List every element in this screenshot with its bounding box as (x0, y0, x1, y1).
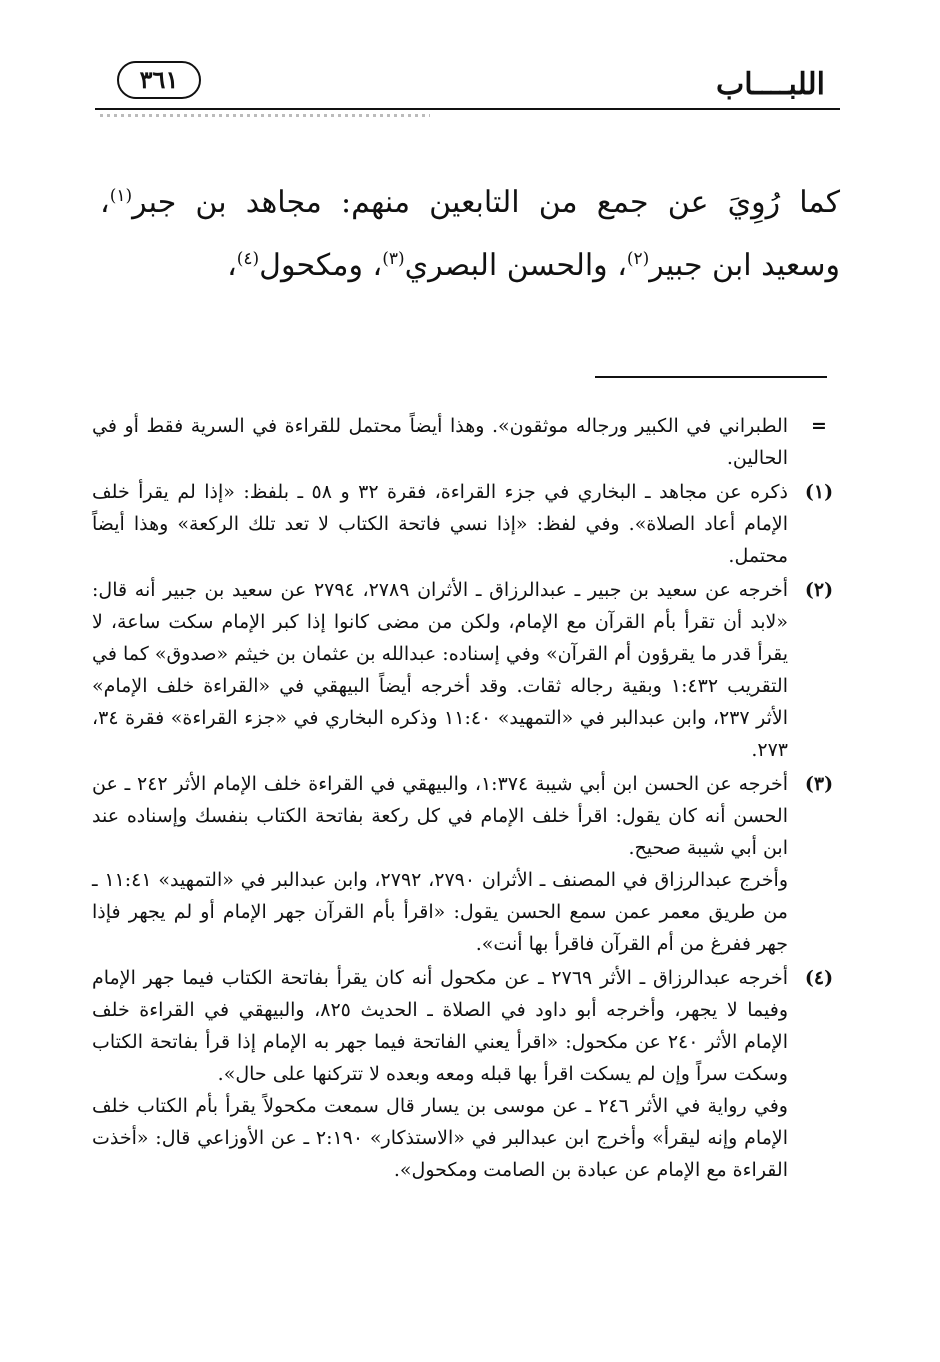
footnote-ref: (٢) (626, 249, 650, 269)
footnote-3 (92, 768, 850, 960)
footnote-mark: (٢) (804, 579, 834, 601)
footnote-2 (92, 574, 850, 766)
page-header (95, 55, 825, 105)
footnote-text: ذكره عن مجاهد ـ البخاري في جزء القراءة، فقرة ٣٢ و ٥٨ ـ بلفظ: «إذا لم يقرأ خلف الإمام أعاد الصلاة». وفي لفظ: «إذا نسي فاتحة الكتاب لا تعد تلك الركعة» وهذا أيضاً محتمل. (92, 481, 789, 567)
main-text-segment: ، (227, 248, 237, 283)
footnote-text: وأخرج عبدالرزاق في المصنف ـ الأثران ٢٧٩٠، ٢٧٩٢، وابن عبدالبر في «التمهيد» ١١:٤١ ـ من طريق معمر عمن سمع الحسن يقول: «اقرأ بأم القرآن جهر الإمام أو لم يجهر فإذا جهر ففرغ من أم القرآن فاقرأ بها أنت». (92, 869, 788, 955)
footnote-divider (595, 376, 827, 378)
footnote-mark: (٣) (804, 773, 834, 795)
footnote-text: وفي رواية في الأثر ٢٤٦ ـ عن موسى بن يسار قال سمعت مكحولاً يقرأ بأم الكتاب خلف الإمام وإنه ليقرأ» وأخرج ابن عبدالبر في «الاستذكار» ٢:١٩٠ ـ عن الأوزاعي قال: «أخذت القراءة مع الإمام عن عبادة بن الصامت ومكحول». (92, 1095, 788, 1181)
footnote-ref: (٤) (236, 249, 260, 269)
header-divider (95, 108, 840, 110)
scan-artifact (100, 114, 430, 117)
footnotes (92, 410, 850, 1188)
footnote-ref: (٣) (382, 249, 405, 269)
footnote-mark: = (811, 415, 827, 437)
footnote-1 (92, 476, 850, 572)
footnote-text: أخرجه عن الحسن ابن أبي شيبة ١:٣٧٤، والبيهقي في القراءة خلف الإمام الأثر ٢٤٢ ـ عن الحسن أنه كان يقول: اقرأ خلف الإمام في كل ركعة بفاتحة الكتاب بنفسك وإسناده عند ابن أبي شيبة صحيح. (92, 773, 789, 859)
running-title: اللبــــاب (716, 67, 825, 102)
footnote-mark: (٤) (804, 967, 834, 989)
page-number: ٣٦١ (117, 61, 201, 99)
footnote-continuation (92, 410, 850, 474)
footnote-text: أخرجه عن سعيد بن جبير ـ عبدالرزاق ـ الأثران ٢٧٨٩، ٢٧٩٤ عن سعيد بن جبير أنه قال: «لابد أن تقرأ بأم القرآن مع الإمام، ولكن من مضى كانوا إذا كبر الإمام سكت ساعة، لا يقرأ قدر ما يقرؤون أم القرآن» وفي إسناده: عبدالله بن عثمان بن خيثم «صدوق» كما في التقريب ١:٤٣٢ وبقية رجاله ثقات. وقد أخرجه أيضاً البيهقي في «القراءة خلف الإمام» الأثر ٢٣٧، وابن عبدالبر في «التمهيد» ١١:٤٠ وذكره البخاري في «جزء القراءة» فقرة ٣٤، ٢٧٣. (92, 579, 789, 761)
footnote-text: الطبراني في الكبير ورجاله موثقون». وهذا أيضاً محتمل للقراءة في السرية فقط أو في الحالين. (92, 415, 788, 469)
footnote-mark: (١) (804, 481, 834, 503)
main-text-segment: كما رُوِيَ عن جمع من التابعين منهم: مجاهد بن جبر (132, 185, 840, 220)
main-text-segment: ، ومكحول (259, 248, 383, 283)
main-text-segment: ، وسعيد ابن جبير (100, 185, 840, 283)
footnote-text: أخرجه عبدالرزاق ـ الأثر ٢٧٦٩ ـ عن مكحول أنه كان يقرأ بفاتحة الكتاب فيما جهر الإمام وفيما لا يجهر، وأخرجه أبو داود في الصلاة ـ الحديث ٨٢٥، والبيهقي في القراءة خلف الإمام الأثر ٢٤٠ عن مكحول: «اقرأ يعني الفاتحة فيما جهر به الإمام إذا قرأ بفاتحة الكتاب وسكت سراً وإن لم يسكت اقرأ بها قبله ومعه وبعده لا تتركنها على حال». (92, 967, 789, 1085)
main-text-segment: ، والحسن البصري (404, 248, 627, 283)
main-text (100, 168, 840, 294)
footnote-ref: (١) (109, 186, 133, 206)
footnote-4 (92, 962, 850, 1186)
